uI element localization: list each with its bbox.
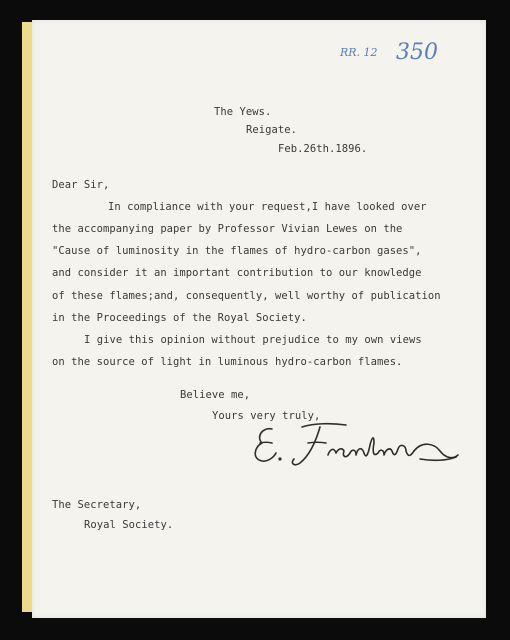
address-line-2: Reigate. <box>246 124 297 136</box>
body-line-2: the accompanying paper by Professor Vivian Lewes on the <box>52 223 403 235</box>
body-line-4: and consider it an important contribution to our knowledge <box>52 267 422 279</box>
handwritten-signature <box>250 415 460 475</box>
closing-line-1: Believe me, <box>180 389 251 401</box>
body-line-6: in the Proceedings of the Royal Society. <box>52 312 307 324</box>
salutation: Dear Sir, <box>52 179 110 191</box>
archive-reference-prefix: RR. 12 <box>340 46 378 59</box>
body-line-1: In compliance with your request,I have looked over <box>108 201 427 213</box>
letter-date: Feb.26th.1896. <box>278 143 368 155</box>
archive-reference-number: 350 <box>396 40 438 65</box>
body-line-7: I give this opinion without prejudice to my own views <box>84 334 422 346</box>
body-line-3: "Cause of luminosity in the flames of hydro-carbon gases", <box>52 245 422 257</box>
addressee-line-1: The Secretary, <box>52 499 142 511</box>
closing-line-2: Yours very truly, <box>212 410 321 422</box>
address-line-1: The Yews. <box>214 106 272 118</box>
body-line-8: on the source of light in luminous hydro-carbon flames. <box>52 356 403 368</box>
body-line-5: of these flames;and, consequently, well worthy of publication <box>52 290 441 302</box>
addressee-line-2: Royal Society. <box>84 519 174 531</box>
